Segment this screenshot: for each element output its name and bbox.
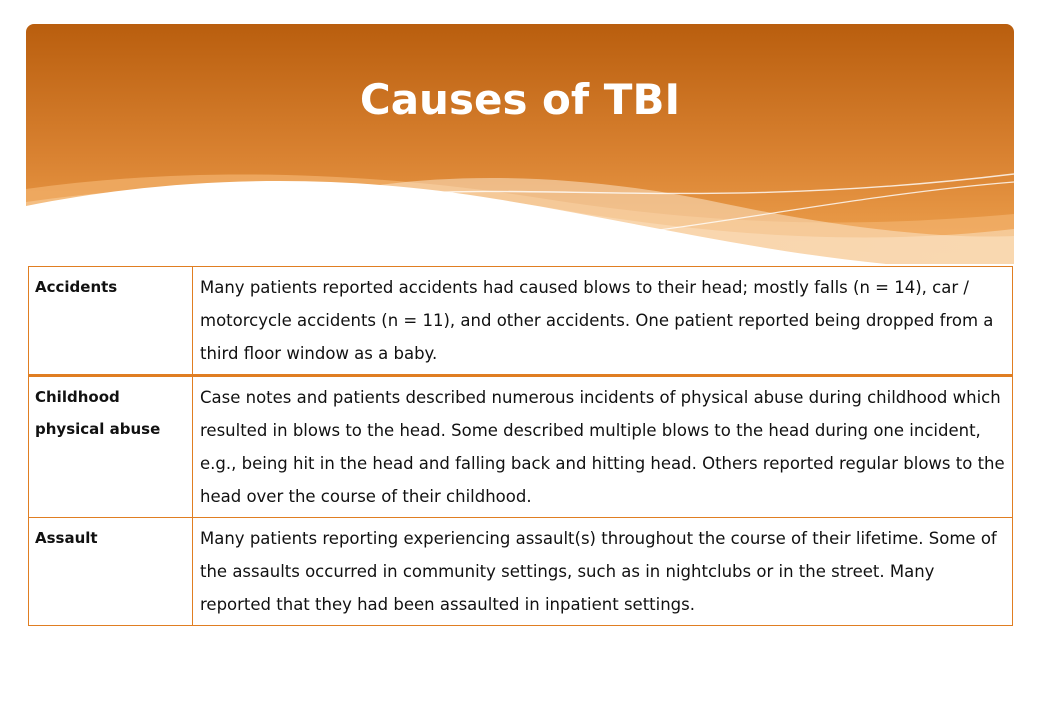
slide-title: Causes of TBI (359, 75, 681, 124)
cause-label: Assault (29, 518, 193, 626)
cause-description: Case notes and patients described numerous incidents of physical abuse during childhood which resulted in blows to the head. Some described multiple blows to the head during one incident, e.g., being hit in the head and falling back and hitting head. Others reported regular blows to the head over the course of their childhood. (193, 376, 1013, 518)
title-banner (26, 24, 1014, 264)
cause-label: Childhood physical abuse (29, 376, 193, 518)
cause-label: Accidents (29, 267, 193, 376)
cause-description: Many patients reporting experiencing assault(s) throughout the course of their lifetime. Some of the assaults occurred in community settings, such as in nightclubs or in the street. Many reported that they had been assaulted in inpatient settings. (193, 518, 1013, 626)
cause-description: Many patients reported accidents had caused blows to their head; mostly falls (n = 14), car / motorcycle accidents (n = 11), and other accidents. One patient reported being dropped from a third floor window as a baby. (193, 267, 1013, 376)
table-row (29, 267, 1013, 376)
table-row (29, 518, 1013, 626)
causes-table (28, 266, 1013, 626)
table-row (29, 376, 1013, 518)
banner-wave-graphic (26, 24, 1014, 264)
